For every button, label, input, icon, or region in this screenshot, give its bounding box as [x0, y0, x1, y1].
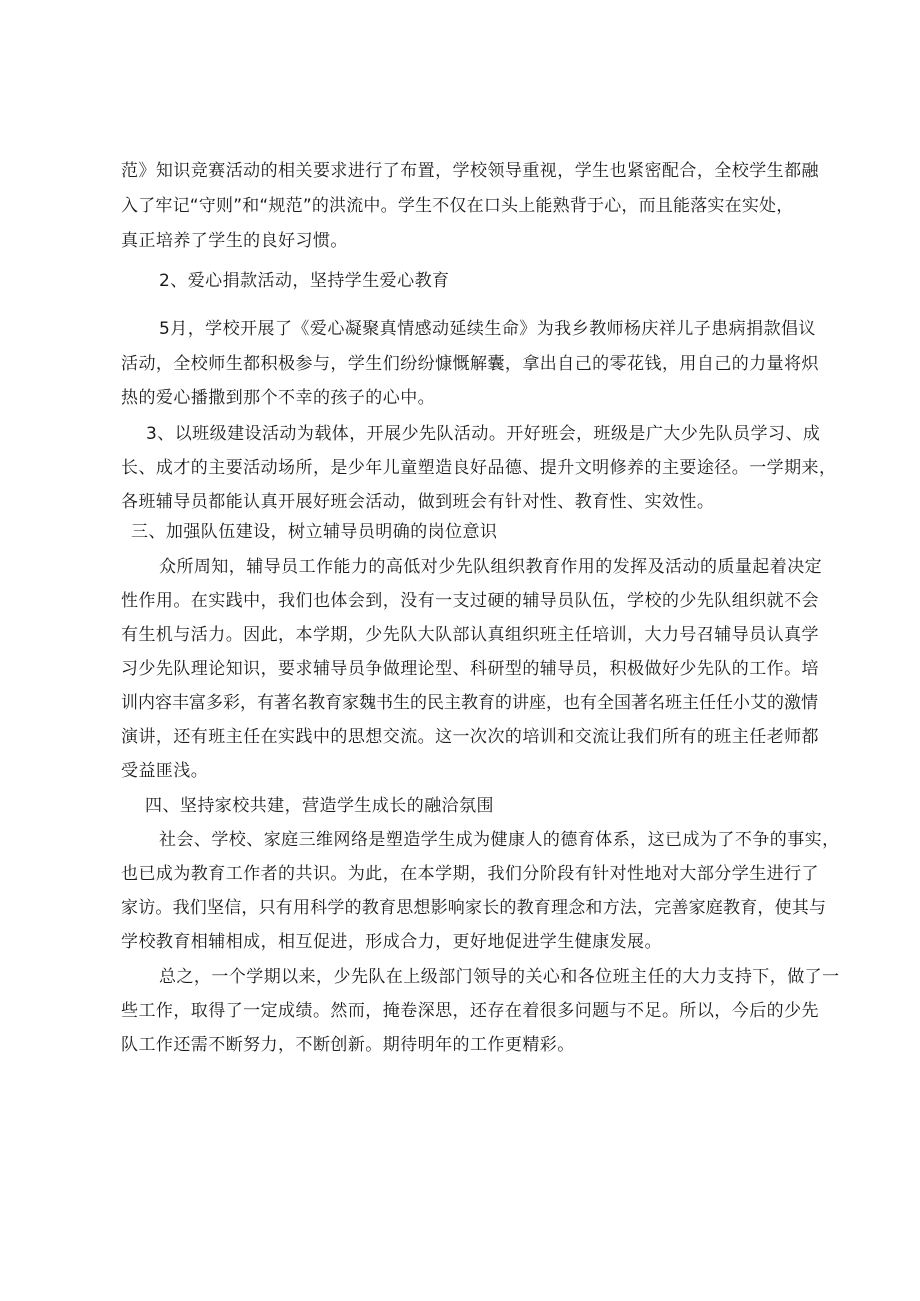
- body-text-line: 众所周知，辅导员工作能力的高低对少先队组织教育作用的发挥及活动的质量起着决定: [159, 557, 823, 577]
- body-text-line: 演讲，还有班主任在实践中的思想交流。这一次次的培训和交流让我们所有的班主任老师都: [121, 727, 819, 747]
- body-text-line: 入了牢记“守则”和“规范”的洪流中。学生不仅在口头上能熟背于心，而且能落实在实处，: [121, 196, 794, 216]
- body-text-line: 活动，全校师生都积极参与，学生们纷纷慷慨解囊，拿出自己的零花钱，用自己的力量将炽: [121, 354, 819, 374]
- body-text-line: 真正培养了学生的良好习惯。: [121, 231, 348, 251]
- body-text-line: 范》知识竞赛活动的相关要求进行了布置，学校领导重视，学生也紧密配合，全校学生都融: [121, 161, 819, 181]
- section-heading: 三、加强队伍建设，树立辅导员明确的岗位意识: [131, 522, 498, 542]
- body-text-line: 总之，一个学期以来，少先队在上级部门领导的关心和各位班主任的大力支持下，做了一: [159, 967, 840, 987]
- body-text-line: 各班辅导员都能认真开展好班会活动，做到班会有针对性、教育性、实效性。: [121, 492, 715, 512]
- subsection-heading: 2、爱心捐款活动，坚持学生爱心教育: [159, 271, 450, 291]
- body-text-line: 队工作还需不断努力，不断创新。期待明年的工作更精彩。: [121, 1035, 575, 1055]
- body-text-line: 5月，学校开展了《爱心凝聚真情感动延续生命》为我乡教师杨庆祥儿子患病捐款倡议: [159, 319, 816, 339]
- body-text-line: 长、成才的主要活动场所，是少年儿童塑造良好品德、提升文明修养的主要途径。一学期来，: [121, 458, 837, 478]
- body-text-line: 训内容丰富多彩，有著名教育家魏书生的民主教育的讲座，也有全国著名班主任任小艾的激情: [121, 693, 818, 713]
- body-text-line: 性作用。在实践中，我们也体会到，没有一支过硬的辅导员队伍，学校的少先队组织就不会: [121, 591, 819, 611]
- body-text-line: 也已成为教育工作者的共识。为此，在本学期，我们分阶段有针对性地对大部分学生进行了: [121, 864, 819, 884]
- section-heading: 四、坚持家校共建，营造学生成长的融洽氛围: [145, 796, 494, 816]
- body-text-line: 热的爱心播撒到那个不幸的孩子的心中。: [121, 388, 436, 408]
- body-text-line: 些工作，取得了一定成绩。然而，掩卷深思，还存在着很多问题与不足。所以，今后的少先: [121, 1001, 819, 1021]
- body-text-line: 学校教育相辅相成，相互促进，形成合力，更好地促进学生健康发展。: [121, 932, 662, 952]
- body-text-line: 社会、学校、家庭三维网络是塑造学生成为健康人的德育体系，这已成为了不争的事实，: [159, 830, 840, 850]
- body-text-line: 有生机与活力。因此，本学期，少先队大队部认真组织班主任培训，大力号召辅导员认真学: [121, 625, 819, 645]
- body-text-line: 习少先队理论知识，要求辅导员争做理论型、科研型的辅导员，积极做好少先队的工作。培: [121, 659, 819, 679]
- body-text-line: 家访。我们坚信，只有用科学的教育思想影响家长的教育理念和方法，完善家庭教育，使其与: [121, 898, 827, 918]
- body-text-line: 受益匪浅。: [121, 761, 209, 781]
- subsection-paragraph-line: 3、以班级建设活动为载体，开展少先队活动。开好班会，班级是广大少先队员学习、成: [146, 424, 821, 444]
